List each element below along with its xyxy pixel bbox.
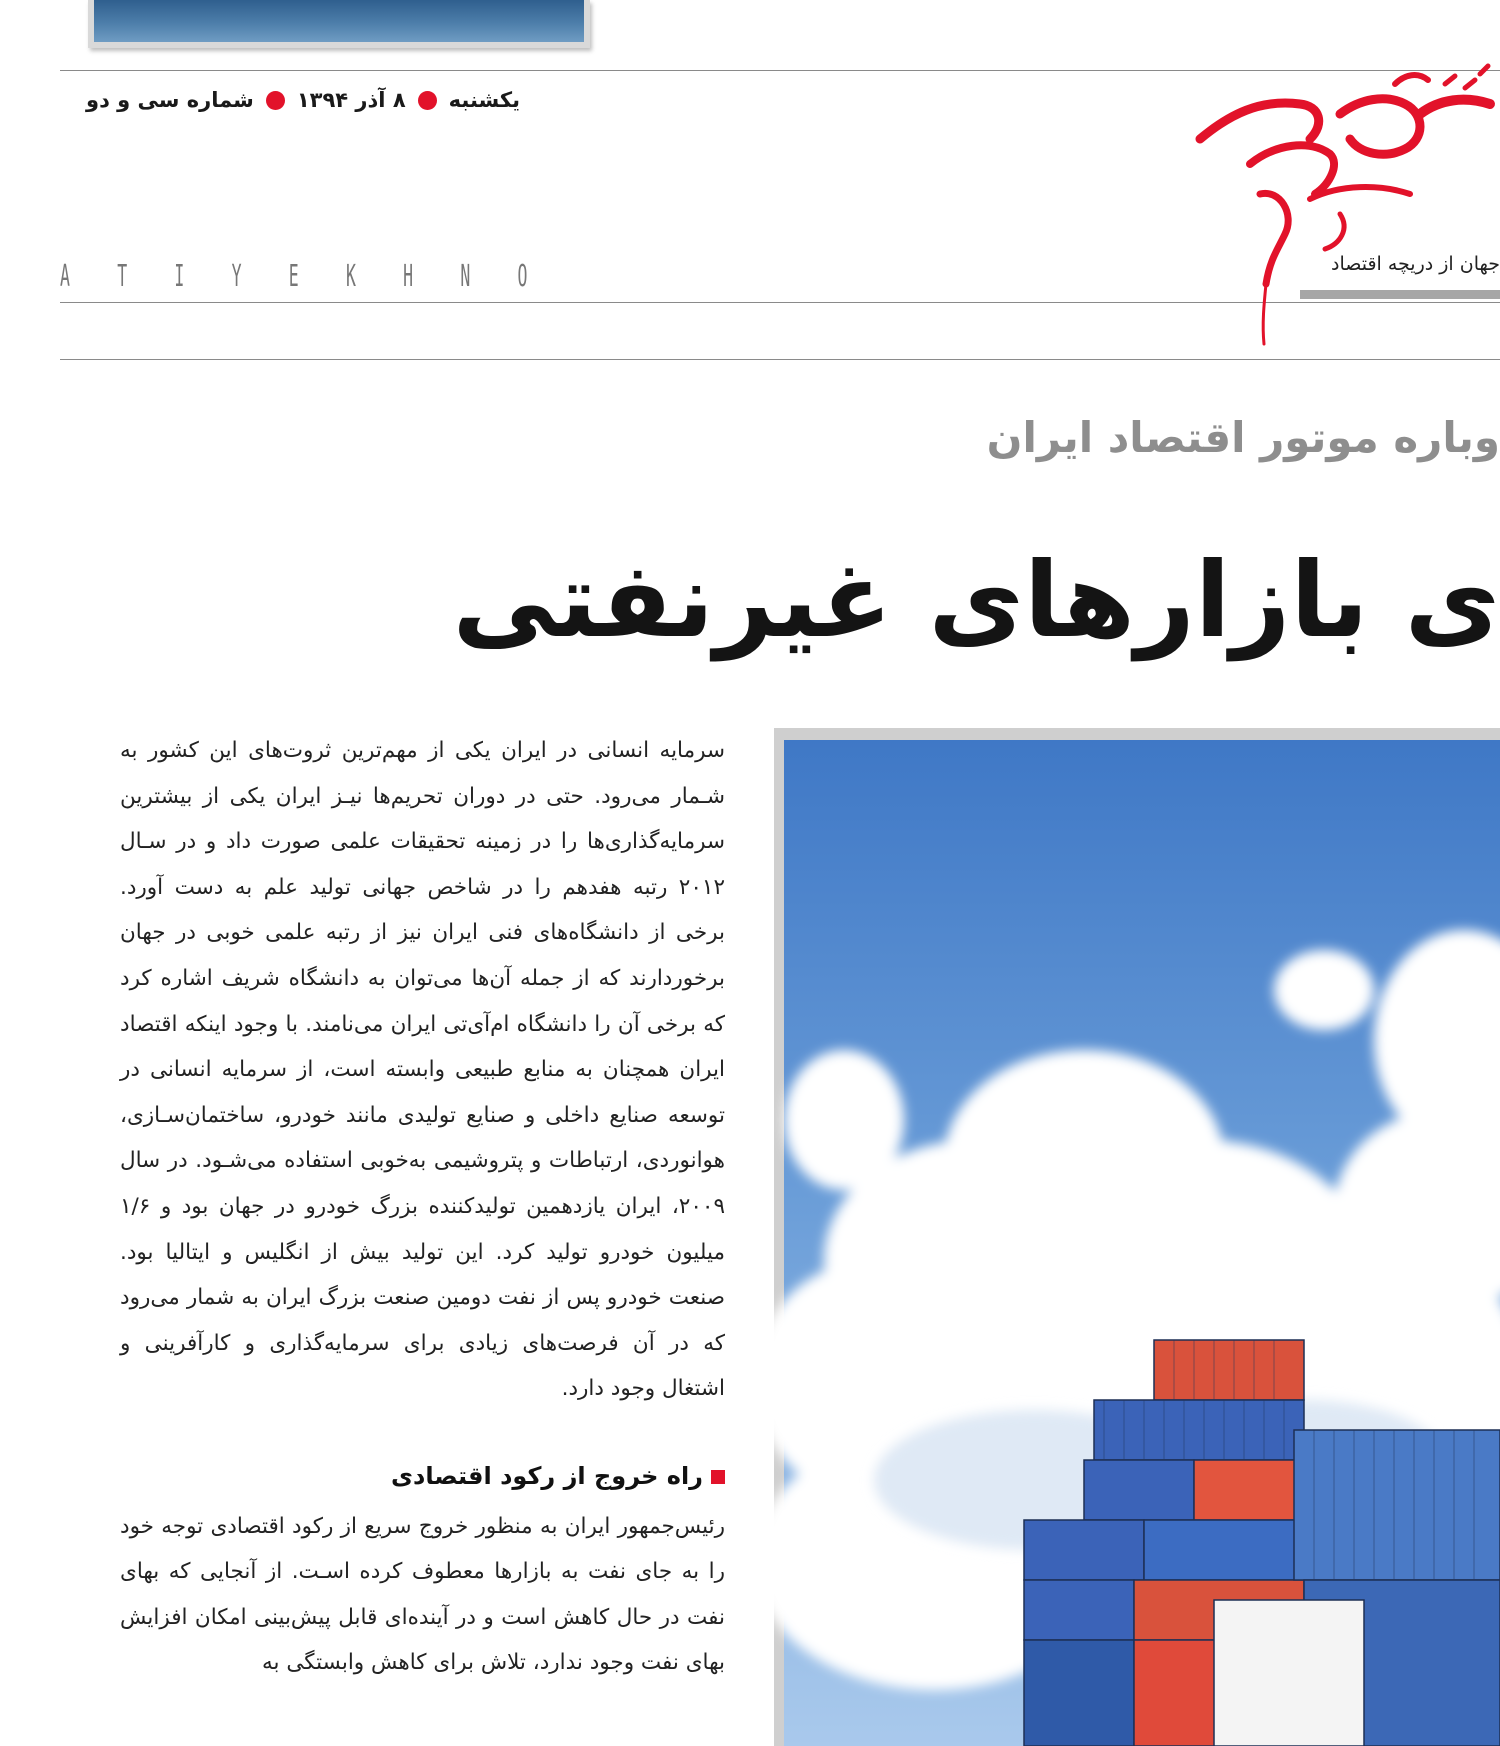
headline: ی بازارهای غیرنفتی — [452, 539, 1500, 661]
brand-letter: Y — [231, 258, 242, 294]
article-body — [120, 728, 725, 1746]
red-dot-icon — [266, 91, 285, 110]
red-dot-icon — [418, 91, 437, 110]
brand-letter: K — [345, 258, 356, 294]
brand-letter: I — [174, 258, 185, 294]
brand-letter: H — [403, 258, 414, 294]
dateline-date: ۸ آذر ۱۳۹۴ — [296, 88, 406, 112]
dateline-day: یکشنبه — [448, 88, 520, 112]
red-square-icon — [711, 1470, 725, 1484]
tagline-bar — [1300, 290, 1500, 299]
calligraphy-logo — [1190, 44, 1500, 344]
photo-frame — [774, 728, 1500, 1746]
kicker: وباره موتور اقتصاد ایران — [986, 413, 1500, 462]
paragraph: سرمایه انسانی در ایران یکی از مهم‌ترین ثروت‌های این کشور به شـمار می‌رود. حتی در دوران تحریم‌ها نیـز ایران یکی از بیشترین سرمایه‌گذاری‌ها را در زمینه تحقیقات علمی صورت داد و در سـال ۲۰۱۲ رتبه هفدهم را در شاخص جهانی تولید علم به دست آورد. برخی از دانشگاه‌های فنی ایران نیز از رتبه علمی خوبی در جهان برخوردارند که از جمله آن‌ها می‌توان به دانشگاه شریف اشاره کرد که برخی آن را دانشگاه ام‌آی‌تی ایران می‌نامند. با وجود اینکه اقتصاد ایران همچنان به منابع طبیعی وابسته است، از سرمایه انسانی در توسعه صنایع داخلی و صنایع تولیدی مانند خودرو، ساختمان‌سـازی، هوانوردی، ارتباطات و پتروشیمی به‌خوبی استفاده می‌شـود. در سال ۲۰۰۹، ایران یازدهمین تولیدکننده بزرگ خودرو در جهان بود و ۱/۶ میلیون خودرو تولید کرد. این تولید بیش از انگلیس و ایتالیا بود. صنعت خودرو پس از نفت دومین صنعت بزرگ ایران به شمار می‌رود که در آن فرصت‌های زیادی برای سرمایه‌گذاری و کارآفرینی و اشتغال وجود دارد. — [120, 738, 725, 1402]
brand-letter: A — [60, 258, 70, 294]
subheading-text: راه خروج از رکود اقتصادی — [391, 1461, 703, 1490]
brand-letter: T — [117, 258, 128, 294]
port-containers-photo — [784, 740, 1500, 1746]
brand-letters — [60, 256, 528, 296]
brand-letter: O — [517, 258, 528, 294]
tagline: جهان از دریچه اقتصاد — [1330, 253, 1500, 275]
dateline — [60, 82, 520, 118]
subheading — [120, 1454, 725, 1500]
top-photo-strip — [88, 0, 590, 48]
brand-letter: E — [288, 258, 299, 294]
bottom-rule — [60, 359, 1500, 360]
dateline-issue: شماره سی و دو — [86, 88, 254, 112]
brand-letter: N — [460, 258, 471, 294]
paragraph: رئیس‌جمهور ایران به منظور خروج سریع از رکود اقتصادی توجه خود را به جای نفت به بازارها معطوف کرده اسـت. از آنجایی که بهای نفت در حال کاهش است و در آینده‌ای قابل پیش‌بینی امکان افزایش بهای نفت وجود ندارد، تلاش برای کاهش وابستگی به — [120, 1513, 725, 1676]
